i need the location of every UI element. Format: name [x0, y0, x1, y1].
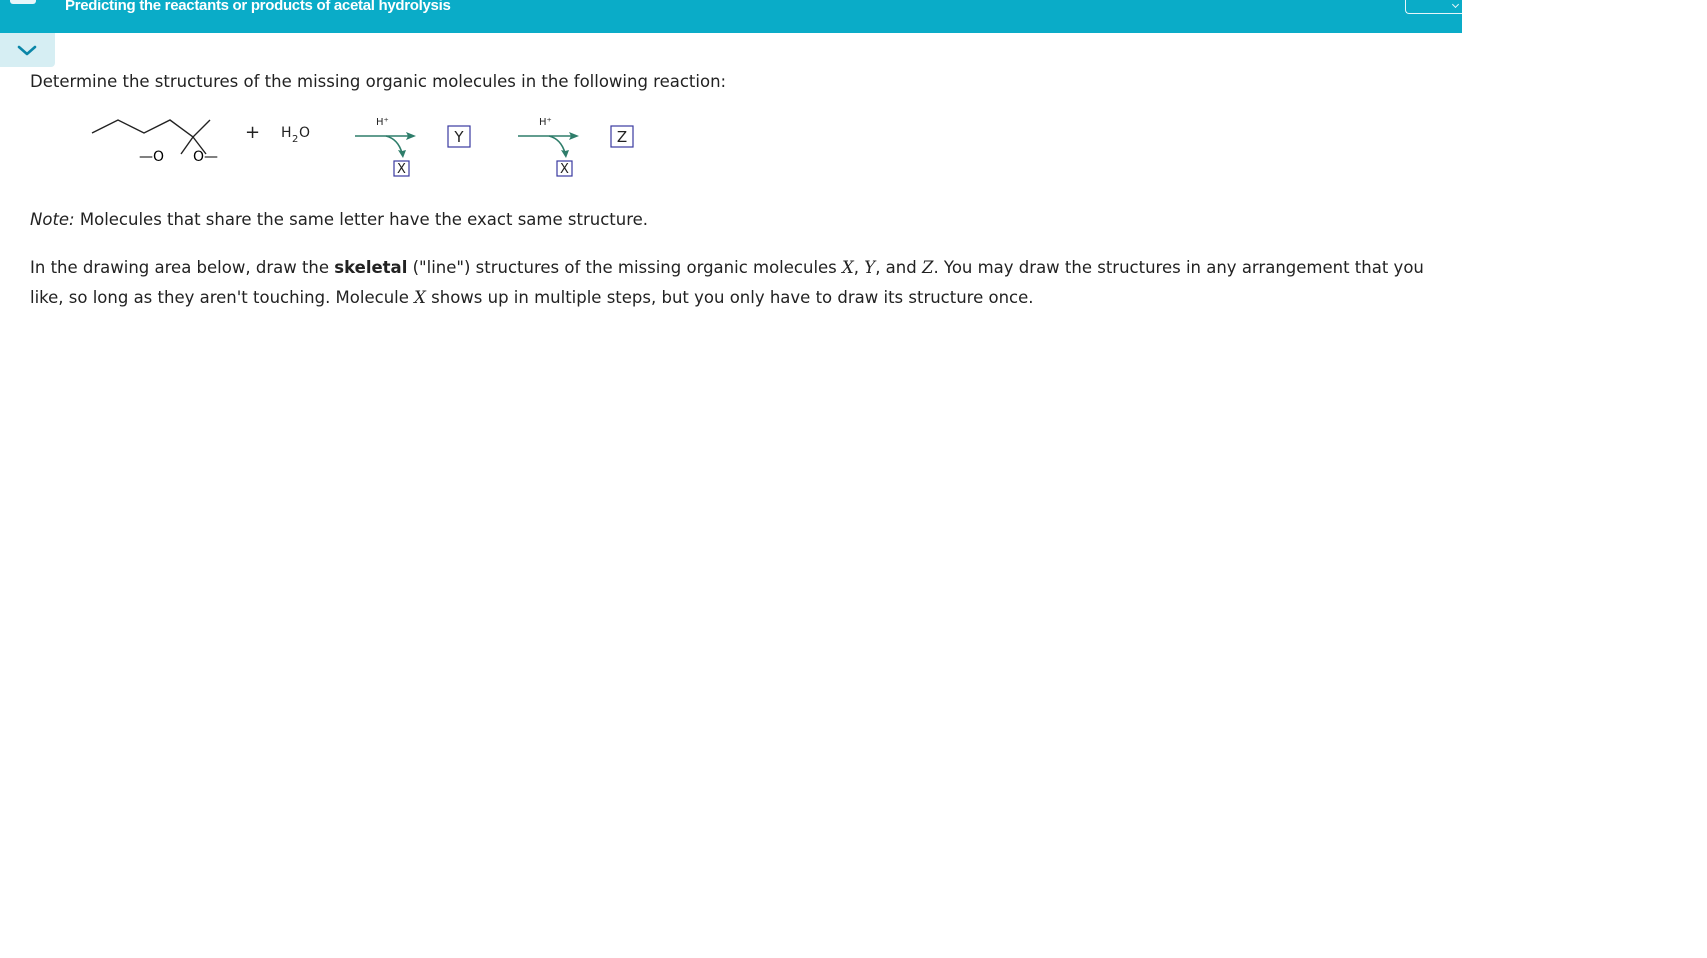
acetal-reactant [92, 120, 218, 165]
water-o: O [299, 125, 311, 141]
top-bar [0, 0, 1462, 33]
chevron-down-icon [17, 45, 37, 57]
instructions-text [30, 253, 1460, 313]
question-prompt: Determine the structures of the missing organic molecules in the following reaction: [30, 72, 727, 91]
menu-button[interactable] [10, 0, 36, 4]
water-h: H [281, 125, 292, 141]
answer-box-y[interactable] [448, 126, 470, 147]
chevron-icon [1452, 1, 1459, 8]
box-x1-label: X [397, 162, 406, 177]
separator-2: , and [875, 258, 922, 277]
reaction-arrow-2 [518, 117, 579, 158]
catalyst-label-1: H⁺ [376, 117, 389, 128]
plus-sign: + [245, 122, 261, 143]
answer-box-z[interactable] [611, 126, 633, 147]
instructions-part-3: . You may draw the structures in any arrangement that you like, so long as they aren't touching. Molecule [30, 258, 1424, 307]
answer-box-x1[interactable] [394, 161, 409, 177]
methoxy-left: —O [139, 149, 165, 165]
catalyst-label-2: H⁺ [539, 117, 552, 128]
corner-button[interactable] [1405, 0, 1462, 14]
instructions-part-2: ("line") structures of the missing organic molecules [407, 258, 843, 277]
collapse-toggle-button[interactable] [0, 33, 55, 67]
box-y-label: Y [454, 128, 464, 146]
instructions-bold: skeletal [334, 258, 408, 277]
answer-box-x2[interactable] [557, 161, 572, 177]
variable-z: Z [921, 258, 934, 277]
reaction-arrow-1 [355, 117, 416, 158]
methoxy-right: O— [193, 149, 219, 165]
instructions-part-4: shows up in multiple steps, but you only have to draw its structure once. [425, 288, 1034, 307]
water-subscript: 2 [292, 134, 299, 145]
variable-y: Y [864, 258, 876, 277]
variable-x-2: X [414, 288, 426, 307]
instructions-part-1: In the drawing area below, draw the [30, 258, 335, 277]
box-x2-label: X [560, 162, 569, 177]
page-title: Predicting the reactants or products of acetal hydrolysis [65, 0, 451, 14]
separator-1: , [853, 258, 865, 277]
note-body: Molecules that share the same letter have the exact same structure. [74, 210, 649, 229]
water-molecule [281, 125, 310, 145]
note-label: Note: [30, 210, 75, 229]
note-text [30, 210, 648, 230]
box-z-label: Z [616, 128, 628, 146]
variable-x: X [842, 258, 854, 277]
reaction-scheme [80, 105, 680, 195]
